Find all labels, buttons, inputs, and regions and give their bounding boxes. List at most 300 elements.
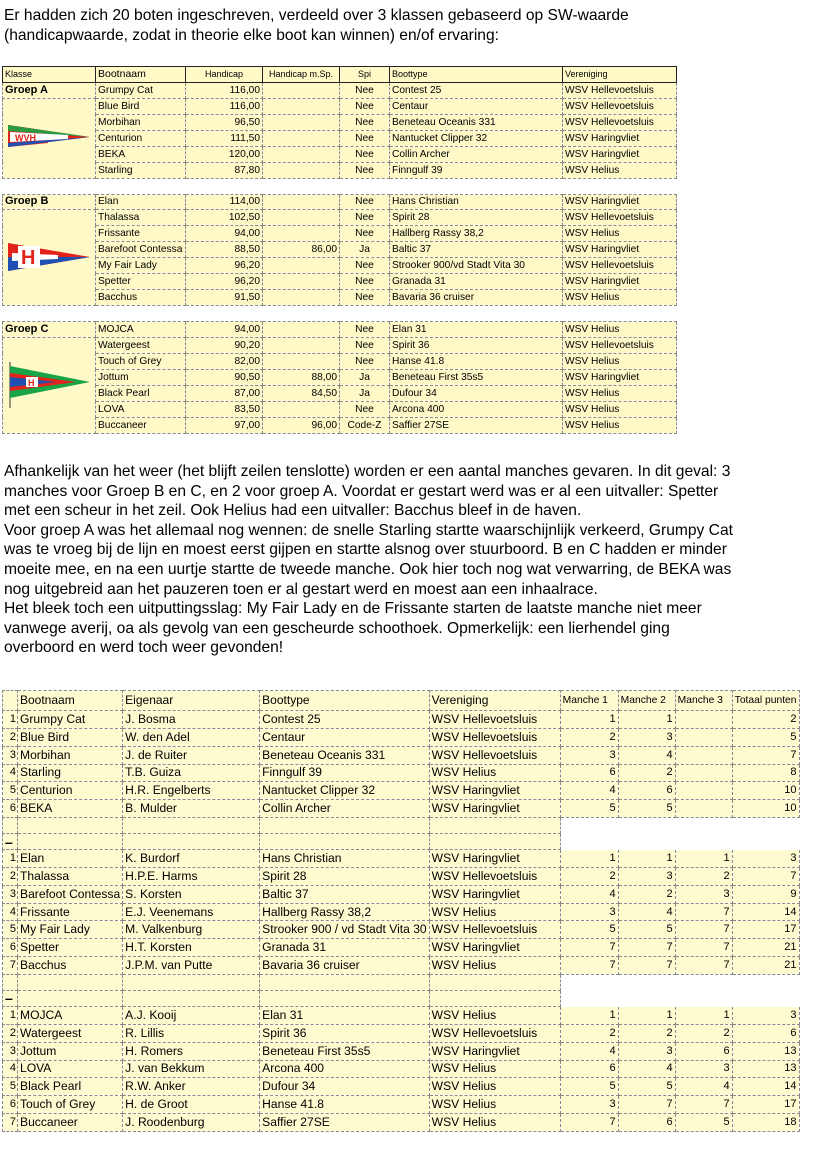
gap-cell xyxy=(96,306,186,322)
entry-cell: WSV Helius xyxy=(563,385,677,401)
entry-cell: Code-Z xyxy=(340,417,390,433)
entry-cell xyxy=(263,210,340,226)
results-cell: 6 xyxy=(560,1060,618,1078)
entry-group-label-row xyxy=(3,194,677,210)
results-table xyxy=(2,690,800,1132)
results-cell: 17 xyxy=(732,1096,799,1114)
entry-cell: 111,50 xyxy=(186,130,263,146)
results-cell: Hallberg Rassy 38,2 xyxy=(260,903,430,921)
gap-cell xyxy=(675,834,732,850)
story-line: was te vroeg bij de lijn en moest eerst gijpen en startte alsnog over stuurboord. B en C hadden er minder xyxy=(4,541,727,559)
results-cell: K. Burdorf xyxy=(123,850,260,868)
results-cell: 1 xyxy=(618,850,675,868)
entry-cell: Nee xyxy=(340,337,390,353)
entry-cell: Hallberg Rassy 38,2 xyxy=(390,226,563,242)
results-row xyxy=(3,1114,800,1132)
results-cell: 6 xyxy=(618,782,675,800)
entry-cell: 82,00 xyxy=(186,353,263,369)
results-cell: 2 xyxy=(3,728,18,746)
results-cell: 7 xyxy=(675,903,732,921)
gap-cell xyxy=(618,834,675,850)
entry-row xyxy=(3,401,677,417)
entry-cell: Spirit 36 xyxy=(390,337,563,353)
results-cell: Spetter xyxy=(18,939,123,957)
entry-cell: 97,00 xyxy=(186,417,263,433)
entry-cell: WSV Haringvliet xyxy=(563,369,677,385)
entry-cell xyxy=(263,98,340,114)
results-cell: 1 xyxy=(675,1006,732,1024)
results-cell: WSV Hellevoetsluis xyxy=(429,921,560,939)
results-cell: 13 xyxy=(732,1042,799,1060)
results-cell: Centurion xyxy=(18,782,123,800)
group-label: Groep C xyxy=(3,322,96,338)
gap-cell xyxy=(732,974,799,990)
entry-cell: Contest 25 xyxy=(390,82,563,98)
results-cell: J. Bosma xyxy=(123,711,260,729)
group-separator-mark: – xyxy=(3,834,18,850)
results-cell: 4 xyxy=(560,885,618,903)
entry-row xyxy=(3,242,677,258)
results-cell: 1 xyxy=(618,1006,675,1024)
gap-cell xyxy=(260,834,430,850)
gap-cell xyxy=(429,974,560,990)
results-cell: My Fair Lady xyxy=(18,921,123,939)
entry-cell: Nee xyxy=(340,98,390,114)
results-cell: H.T. Korsten xyxy=(123,939,260,957)
gap-cell xyxy=(123,834,260,850)
results-cell: Elan xyxy=(18,850,123,868)
entry-row xyxy=(3,337,677,353)
entry-cell: 90,20 xyxy=(186,337,263,353)
gap-cell xyxy=(3,974,18,990)
results-row xyxy=(3,764,800,782)
gap-cell xyxy=(560,818,618,834)
results-cell: W. den Adel xyxy=(123,728,260,746)
entry-header-cell: Bootnaam xyxy=(96,67,186,83)
entry-cell xyxy=(263,401,340,417)
results-cell xyxy=(675,764,732,782)
results-cell: 3 xyxy=(732,1006,799,1024)
results-cell: Saffier 27SE xyxy=(260,1114,430,1132)
results-cell: 2 xyxy=(618,1024,675,1042)
results-cell: 10 xyxy=(732,782,799,800)
group-label: Groep A xyxy=(3,82,96,98)
gap-cell xyxy=(123,818,260,834)
results-cell: B. Mulder xyxy=(123,800,260,818)
results-header-cell: Vereniging xyxy=(429,691,560,711)
results-cell: J. Roodenburg xyxy=(123,1114,260,1132)
gap-cell xyxy=(18,974,123,990)
results-cell: 4 xyxy=(560,782,618,800)
entry-cell: WSV Helius xyxy=(563,290,677,306)
results-cell: 3 xyxy=(618,1042,675,1060)
results-cell: Morbihan xyxy=(18,746,123,764)
entry-cell: Nee xyxy=(340,274,390,290)
entry-cell: WSV Haringvliet xyxy=(563,274,677,290)
story-line: met een scheur in het zeil. Ook Helius had een uitvaller: Bacchus bleef in de haven. xyxy=(4,502,582,520)
results-cell: Barefoot Contessa xyxy=(18,885,123,903)
results-cell: 2 xyxy=(732,711,799,729)
gap-cell xyxy=(732,818,799,834)
results-cell: WSV Hellevoetsluis xyxy=(429,746,560,764)
results-cell: J. van Bekkum xyxy=(123,1060,260,1078)
results-cell: 7 xyxy=(618,1096,675,1114)
results-cell: 6 xyxy=(560,764,618,782)
results-cell: T.B. Guiza xyxy=(123,764,260,782)
svg-text:H: H xyxy=(21,246,36,269)
entry-cell: WSV Helius xyxy=(563,353,677,369)
entry-cell: 116,00 xyxy=(186,82,263,98)
results-cell: 4 xyxy=(3,764,18,782)
group-flag-cell xyxy=(3,337,96,433)
entry-group-gap xyxy=(3,306,677,322)
results-group-separator xyxy=(3,990,800,1006)
gap-cell xyxy=(560,990,618,1006)
entry-cell: Nee xyxy=(340,322,390,338)
entry-cell: 87,80 xyxy=(186,162,263,178)
entry-table xyxy=(2,66,677,434)
results-cell: 4 xyxy=(3,1060,18,1078)
entry-cell: 96,50 xyxy=(186,114,263,130)
results-header-cell: Eigenaar xyxy=(123,691,260,711)
results-cell: 3 xyxy=(675,1060,732,1078)
results-cell: WSV Helius xyxy=(429,1114,560,1132)
results-cell: WSV Haringvliet xyxy=(429,1042,560,1060)
gap-cell xyxy=(732,834,799,850)
results-cell: 7 xyxy=(675,921,732,939)
entry-cell xyxy=(263,130,340,146)
entry-row xyxy=(3,226,677,242)
group-separator-mark: – xyxy=(3,990,18,1006)
results-cell: 5 xyxy=(560,1078,618,1096)
results-cell: 1 xyxy=(560,850,618,868)
results-cell: Dufour 34 xyxy=(260,1078,430,1096)
results-cell: Contest 25 xyxy=(260,711,430,729)
results-cell: 2 xyxy=(3,1024,18,1042)
results-header-cell: Manche 1 xyxy=(560,691,618,711)
gap-cell xyxy=(3,178,96,194)
results-cell: 3 xyxy=(560,1096,618,1114)
results-row xyxy=(3,800,800,818)
entry-row xyxy=(3,290,677,306)
results-cell: 6 xyxy=(3,939,18,957)
entry-cell: LOVA xyxy=(96,401,186,417)
gap-cell xyxy=(429,834,560,850)
results-cell: 4 xyxy=(3,903,18,921)
results-cell: WSV Helius xyxy=(429,957,560,975)
entry-cell: Jottum xyxy=(96,369,186,385)
results-row xyxy=(3,903,800,921)
results-cell: Baltic 37 xyxy=(260,885,430,903)
results-row xyxy=(3,1024,800,1042)
entry-cell xyxy=(263,82,340,98)
results-row xyxy=(3,1042,800,1060)
results-cell xyxy=(675,746,732,764)
entry-cell: 116,00 xyxy=(186,98,263,114)
results-header-cell: Totaal punten xyxy=(732,691,799,711)
results-cell: 2 xyxy=(560,728,618,746)
results-cell: Beneteau Oceanis 331 xyxy=(260,746,430,764)
results-cell: Blue Bird xyxy=(18,728,123,746)
entry-cell: Starling xyxy=(96,162,186,178)
gap-cell xyxy=(675,990,732,1006)
results-cell: R.W. Anker xyxy=(123,1078,260,1096)
results-cell: 7 xyxy=(560,939,618,957)
svg-text:WVH: WVH xyxy=(15,133,36,144)
results-cell: 5 xyxy=(618,921,675,939)
gap-cell xyxy=(563,178,677,194)
results-cell: WSV Haringvliet xyxy=(429,939,560,957)
entry-cell: WSV Helius xyxy=(563,417,677,433)
gap-cell xyxy=(675,818,732,834)
entry-row xyxy=(3,274,677,290)
gap-cell xyxy=(96,178,186,194)
results-header-cell: Boottype xyxy=(260,691,430,711)
entry-cell: 94,00 xyxy=(186,322,263,338)
gap-cell xyxy=(3,818,18,834)
entry-cell: Beneteau Oceanis 331 xyxy=(390,114,563,130)
results-group-gap xyxy=(3,818,800,834)
results-header-cell: Bootnaam xyxy=(18,691,123,711)
results-cell: 7 xyxy=(675,957,732,975)
story-line: Het bleek toch een uitputtingsslag: My Fair Lady en de Frissante starten de laatste manche niet meer xyxy=(4,600,702,618)
intro-line: (handicapwaarde, zodat in theorie elke boot kan winnen) en/of ervaring: xyxy=(4,26,499,44)
entry-cell: Hanse 41.8 xyxy=(390,353,563,369)
entry-cell: WSV Hellevoetsluis xyxy=(563,98,677,114)
results-cell: 2 xyxy=(618,764,675,782)
results-cell: 7 xyxy=(560,1114,618,1132)
entry-cell: Spetter xyxy=(96,274,186,290)
results-cell: 1 xyxy=(3,1006,18,1024)
entry-cell: Elan xyxy=(96,194,186,210)
entry-cell: Nee xyxy=(340,130,390,146)
entry-cell: Buccaneer xyxy=(96,417,186,433)
gap-cell xyxy=(618,818,675,834)
results-cell: Spirit 36 xyxy=(260,1024,430,1042)
gap-cell xyxy=(675,974,732,990)
entry-cell xyxy=(263,353,340,369)
results-cell: Bavaria 36 cruiser xyxy=(260,957,430,975)
entry-cell: Frissante xyxy=(96,226,186,242)
entry-row xyxy=(3,417,677,433)
entry-cell: BEKA xyxy=(96,146,186,162)
results-cell: Elan 31 xyxy=(260,1006,430,1024)
results-cell: Hans Christian xyxy=(260,850,430,868)
results-cell: WSV Helius xyxy=(429,1078,560,1096)
entry-cell: Hans Christian xyxy=(390,194,563,210)
gap-cell xyxy=(18,834,123,850)
results-cell: 5 xyxy=(3,1078,18,1096)
entry-cell: Baltic 37 xyxy=(390,242,563,258)
gap-cell xyxy=(732,990,799,1006)
results-cell: WSV Helius xyxy=(429,1006,560,1024)
results-cell: 5 xyxy=(560,921,618,939)
results-cell: 5 xyxy=(618,800,675,818)
entry-cell: WSV Hellevoetsluis xyxy=(563,258,677,274)
entry-row xyxy=(3,385,677,401)
entry-cell: Bacchus xyxy=(96,290,186,306)
results-cell: 7 xyxy=(3,1114,18,1132)
results-cell: 6 xyxy=(618,1114,675,1132)
entry-cell: My Fair Lady xyxy=(96,258,186,274)
entry-cell: 84,50 xyxy=(263,385,340,401)
entry-cell: Arcona 400 xyxy=(390,401,563,417)
results-row xyxy=(3,728,800,746)
results-row xyxy=(3,921,800,939)
entry-cell: 114,00 xyxy=(186,194,263,210)
results-cell: 21 xyxy=(732,957,799,975)
entry-cell: Collin Archer xyxy=(390,146,563,162)
entry-cell: 88,50 xyxy=(186,242,263,258)
results-cell: WSV Haringvliet xyxy=(429,885,560,903)
gap-cell xyxy=(260,818,430,834)
entry-cell: Finngulf 39 xyxy=(390,162,563,178)
gap-cell xyxy=(560,974,618,990)
gap-cell xyxy=(560,834,618,850)
story-line: manches voor Groep B en C, en 2 voor groep A. Voordat er gestart werd was er al een uitvaller: Spetter xyxy=(4,482,719,500)
svg-text:H: H xyxy=(28,378,35,389)
entry-header-cell: Handicap xyxy=(186,67,263,83)
results-cell xyxy=(675,728,732,746)
results-cell: 4 xyxy=(560,1042,618,1060)
results-cell: 3 xyxy=(560,903,618,921)
entry-cell: WSV Haringvliet xyxy=(563,146,677,162)
results-cell: WSV Helius xyxy=(429,1060,560,1078)
entry-cell: 96,00 xyxy=(263,417,340,433)
entry-row xyxy=(3,114,677,130)
results-cell: 4 xyxy=(618,903,675,921)
story-line: Voor groep A was het allemaal nog wennen: de snelle Starling startte waarschijnlijk verkeerd, Grumpy Cat xyxy=(4,521,733,539)
gap-cell xyxy=(618,974,675,990)
results-cell: 6 xyxy=(3,1096,18,1114)
entry-cell: MOJCA xyxy=(96,322,186,338)
results-cell: Black Pearl xyxy=(18,1078,123,1096)
entry-cell: Nee xyxy=(340,146,390,162)
gap-cell xyxy=(186,178,263,194)
results-row xyxy=(3,746,800,764)
results-cell: 1 xyxy=(3,850,18,868)
entry-cell xyxy=(263,146,340,162)
results-cell: 2 xyxy=(560,867,618,885)
group-flag-cell xyxy=(3,98,96,178)
entry-cell: Nee xyxy=(340,258,390,274)
entry-header-cell: Spi xyxy=(340,67,390,83)
entry-cell: WSV Helius xyxy=(563,322,677,338)
gap-cell xyxy=(618,990,675,1006)
results-cell: 3 xyxy=(560,746,618,764)
results-cell xyxy=(675,711,732,729)
results-cell: Centaur xyxy=(260,728,430,746)
results-cell: 17 xyxy=(732,921,799,939)
entry-row xyxy=(3,353,677,369)
results-cell: Starling xyxy=(18,764,123,782)
results-cell: 4 xyxy=(675,1078,732,1096)
entry-cell xyxy=(263,274,340,290)
entry-cell: Granada 31 xyxy=(390,274,563,290)
rank-header-cell xyxy=(3,691,18,711)
results-cell: 7 xyxy=(732,867,799,885)
results-cell: Grumpy Cat xyxy=(18,711,123,729)
results-row xyxy=(3,1006,800,1024)
entry-cell: WSV Haringvliet xyxy=(563,130,677,146)
results-cell: A.J. Kooij xyxy=(123,1006,260,1024)
results-cell: 5 xyxy=(618,1078,675,1096)
results-cell: 2 xyxy=(560,1024,618,1042)
results-cell: 5 xyxy=(3,782,18,800)
entry-cell: Nee xyxy=(340,210,390,226)
results-cell: E.J. Veenemans xyxy=(123,903,260,921)
entry-cell: Nee xyxy=(340,82,390,98)
entry-group-label-row xyxy=(3,82,677,98)
entry-cell: WSV Hellevoetsluis xyxy=(563,210,677,226)
results-cell: 2 xyxy=(618,885,675,903)
entry-cell: Watergeest xyxy=(96,337,186,353)
results-cell: 2 xyxy=(675,1024,732,1042)
entry-cell: 94,00 xyxy=(186,226,263,242)
results-cell: 21 xyxy=(732,939,799,957)
results-cell: 5 xyxy=(3,921,18,939)
entry-cell xyxy=(263,290,340,306)
gap-cell xyxy=(263,306,340,322)
results-cell: 1 xyxy=(560,1006,618,1024)
results-cell: 18 xyxy=(732,1114,799,1132)
entry-cell: Nee xyxy=(340,194,390,210)
results-row xyxy=(3,867,800,885)
results-cell: 3 xyxy=(732,850,799,868)
results-cell: Arcona 400 xyxy=(260,1060,430,1078)
results-cell: WSV Helius xyxy=(429,764,560,782)
results-cell: 3 xyxy=(3,885,18,903)
entry-header-cell: Handicap m.Sp. xyxy=(263,67,340,83)
entry-cell: Grumpy Cat xyxy=(96,82,186,98)
entry-cell: 83,50 xyxy=(186,401,263,417)
intro-line: Er hadden zich 20 boten ingeschreven, verdeeld over 3 klassen gebaseerd op SW-waarde xyxy=(4,7,629,24)
gap-cell xyxy=(340,306,390,322)
results-row xyxy=(3,939,800,957)
group-label: Groep B xyxy=(3,194,96,210)
gap-cell xyxy=(429,818,560,834)
results-cell: Spirit 28 xyxy=(260,867,430,885)
entry-cell: Nee xyxy=(340,353,390,369)
results-cell: 3 xyxy=(618,867,675,885)
entry-row xyxy=(3,210,677,226)
results-cell: R. Lillis xyxy=(123,1024,260,1042)
entry-row xyxy=(3,146,677,162)
entry-cell: 120,00 xyxy=(186,146,263,162)
results-cell: Nantucket Clipper 32 xyxy=(260,782,430,800)
entry-group-gap xyxy=(3,178,677,194)
entry-cell: Strooker 900/vd Stadt Vita 30 xyxy=(390,258,563,274)
results-cell: M. Valkenburg xyxy=(123,921,260,939)
entry-cell: Ja xyxy=(340,242,390,258)
entry-cell: 96,20 xyxy=(186,274,263,290)
results-cell: Beneteau First 35s5 xyxy=(260,1042,430,1060)
entry-cell: Nantucket Clipper 32 xyxy=(390,130,563,146)
results-cell: WSV Hellevoetsluis xyxy=(429,1024,560,1042)
entry-cell: Thalassa xyxy=(96,210,186,226)
story-line: vanwege averij, oa als gevolg van een gescheurde schoothoek. Opmerkelijk: een lierhendel ging xyxy=(4,619,670,637)
entry-cell: WSV Helius xyxy=(563,162,677,178)
entry-row xyxy=(3,162,677,178)
results-cell: J.P.M. van Putte xyxy=(123,957,260,975)
entry-cell: Spirit 28 xyxy=(390,210,563,226)
results-cell: H. de Groot xyxy=(123,1096,260,1114)
results-row xyxy=(3,885,800,903)
entry-cell: Elan 31 xyxy=(390,322,563,338)
results-cell: Collin Archer xyxy=(260,800,430,818)
results-cell: 13 xyxy=(732,1060,799,1078)
gap-cell xyxy=(429,990,560,1006)
